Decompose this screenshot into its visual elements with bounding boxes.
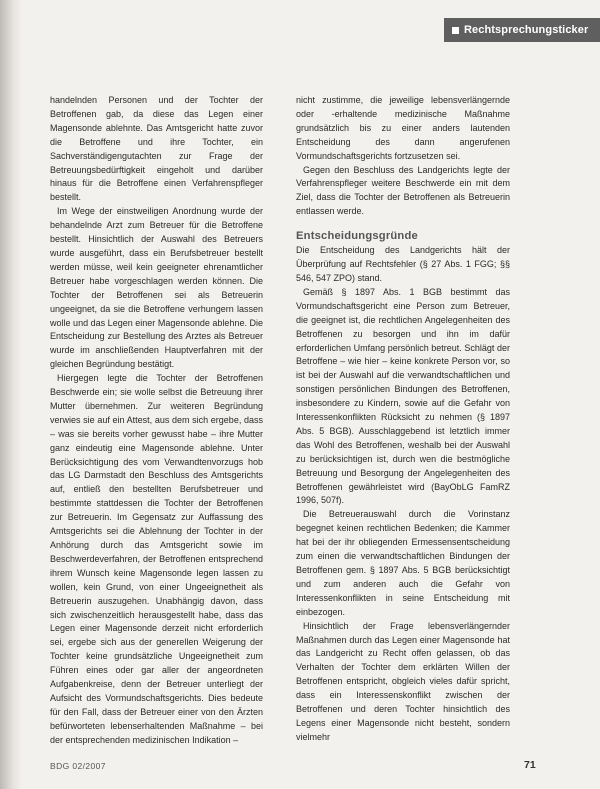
right-paragraph-3: Die Entscheidung des Landgerichts hält der Überprüfung auf Rechtsfehler (§ 27 Abs. 1 FGG; §§ 546, 547 ZPO) stand. — [296, 245, 510, 283]
right-paragraph-2: Gegen den Beschluss des Landgerichts legte der Verfahrenspfleger weitere Beschwerde ein mit dem Ziel, dass die Tochter der Betroffenen als Betreuerin entlassen werde. — [296, 164, 510, 217]
section-heading: Entscheidungsgründe — [296, 230, 418, 243]
right-text-column — [296, 94, 510, 745]
section-rubric — [444, 18, 600, 42]
left-paragraph-1: handelnden Personen und der Tochter der Betroffenen gab, da diese das Legen einer Magensonde ablehnte. Das Amtsgericht hatte zuvor die Betroffene und ihre Tochter, ein Sachverständigengutachten zur Frage der Betreuungsbedürftigkeit eingeholt und darüber hinaus für die Betroffene einen Verfahrenspfleger bestellt. — [50, 95, 263, 203]
right-paragraph-5: Die Betreuerauswahl durch die Vorinstanz begegnet keinen rechtlichen Bedenken; die Kammer hat bei der ihr obliegenden Ermessensentscheidung zum einen die verwandtschaftlichen Bindungen der Betroffenen gem. § 1897 Abs. 5 BGB berücksichtigt und zum anderen auch die Gefahr von Interessenkonflikten in seine Entscheidung mit einbezogen. — [296, 509, 510, 617]
right-paragraph-4: Gemäß § 1897 Abs. 1 BGB bestimmt das Vormundschaftsgericht eine Person zum Betreuer, die geeignet ist, die rechtlichen Angelegenheiten des Betroffenen zu besorgen und ihn im dafür erforderlichen Umfang persönlich betreut. Schlägt der Betroffene – wie hier – keine konkrete Person vor, so ist bei der Auswahl auf die verwandtschaftlichen und sonstigen persönlichen Bindungen des Betroffenen, insbesondere zu Kindern, sowie auf die Gefahr von Interessenkonflikten Rücksicht zu nehmen (§ 1897 Abs. 5 BGB). Ausschlaggebend ist letztlich immer das Wohl des Betroffenen, weshalb bei der Auswahl zu berücksichtigen ist, durch wen die bestmögliche Betreuung und Besorgung der Angelegenheiten des Betroffenen gewährleistet wird (BayObLG FamRZ 1996, 507f). — [296, 286, 510, 506]
right-paragraph-1: nicht zustimme, die jeweilige lebensverlängernde oder -erhaltende medizinische Maßnahme grundsätzlich bis zu einer anders lautenden Entscheidung des dann angerufenen Vormundschaftsgerichts fortzusetzen sei. — [296, 95, 510, 161]
rubric-square-icon — [452, 27, 459, 34]
page-gutter-shadow — [0, 0, 22, 789]
left-paragraph-3: Hiergegen legte die Tochter der Betroffenen Beschwerde ein; sie wolle selbst die Betreuung ihrer Mutter übernehmen. Zur weiteren Begründung verwies sie auf ein Attest, aus dem sich ergebe, dass – was sie bereits vorher gewusst habe – ihre Mutter ganz eindeutig eine Magensonde ablehne. Unter Berücksichtigung des vom Verwandtenvorzugs hob das LG Darmstadt den Beschluss des Amtsgerichts auf, entließ den bestellten Berufsbetreuer und bestimmte stattdessen die Tochter der Betroffenen zur Betreuerin. Im Gegensatz zur Auffassung des Amtsgerichts sei die Ablehnung der Tochter in der Anhörung durch das Amtsgericht sowie im Beschwerdeverfahren, der Betroffenen entsprechend ihrem Wunsch keine Magensonde legen lassen zu wollen, kein Grund, von einer Ungeeignetheit als Betreuerin auszugehen. Unabhängig davon, dass sich zwischenzeitlich herausgestellt habe, dass das Legen einer Magensonde derzeit nicht erforderlich sei, ergebe sich aus der generellen Weigerung der Tochter keine grundsätzliche Ungeeignetheit zum Führen eines oder gar aller der angeordneten Aufgabenkreise, denn der Betreuer unterliegt der Aufsicht des Vormundschaftsgerichts. Dies bedeute für den Fall, dass der Betreuer einer von den Ärzten befürworteten lebenserhaltenden Maßnahme – bei der entsprechenden medizinischen Indikation – — [50, 373, 263, 745]
left-text-column — [50, 94, 263, 748]
left-paragraph-2: Im Wege der einstweiligen Anordnung wurde der behandelnde Arzt zum Betreuer für die Betroffene bestellt. Hinsichtlich der Auswahl des Betreuers wurde ausgeführt, dass ein Berufsbetreuer bestellt werden müsse, weil kein geeigneter ehrenamtlicher Betreuer habe vorgeschlagen werden können. Die Tochter der Betroffenen sei als Betreuerin ungeeignet, da sie die Betroffene verhungern lassen wolle und das Legen einer Magensonde ablehne. Die Entscheidung zur Bestellung des Arztes als Betreuer wurde im anschließenden Hauptverfahren mit der gleichen Begründung bestätigt. — [50, 206, 263, 370]
rubric-title: Rechtsprechungsticker — [464, 24, 589, 36]
page-number: 71 — [524, 759, 536, 771]
right-paragraph-6: Hinsichtlich der Frage lebensverlängernder Maßnahmen durch das Legen einer Magensonde hat das Landgericht zu Recht offen gelassen, ob das Verhalten der Tochter dem erklärten Willen der Betroffenen entspricht, obgleich vieles dafür spricht, dass ein Interessenskonflikt zwischen der Betroffenen und deren Tochter hinsichtlich des Legens einer Magensonde nicht besteht, sondern vielmehr — [296, 620, 510, 742]
journal-footer: BDG 02/2007 — [50, 761, 106, 771]
